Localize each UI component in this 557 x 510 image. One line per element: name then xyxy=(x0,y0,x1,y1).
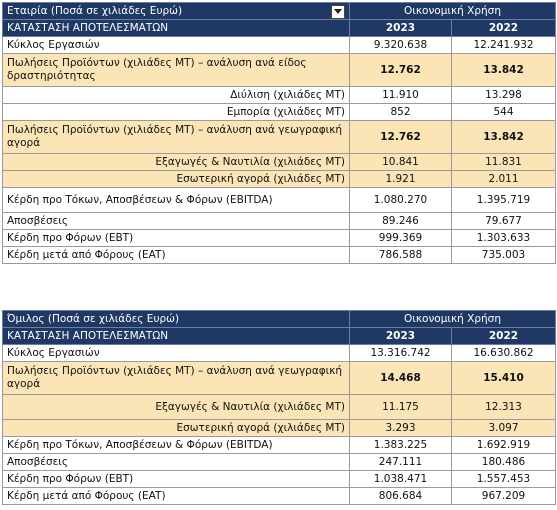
value-2023: 1.080.270 xyxy=(350,188,452,213)
value-2023: 247.111 xyxy=(350,454,452,471)
period-header: Οικονομική Χρήση xyxy=(350,3,556,20)
table-row xyxy=(3,471,556,488)
table-row xyxy=(3,154,556,171)
value-2023: 3.293 xyxy=(350,420,452,437)
value-2022: 12.241.932 xyxy=(452,37,556,54)
value-2022: 735.003 xyxy=(452,247,556,264)
value-2022: 11.831 xyxy=(452,154,556,171)
row-label: Πωλήσεις Προϊόντων (χιλιάδες ΜΤ) – ανάλυση ανά γεωγραφική αγορά xyxy=(3,362,350,395)
year-2023-header: 2023 xyxy=(350,20,452,37)
row-label: Κέρδη προ Τόκων, Αποσβέσεων & Φόρων (EBITDA) xyxy=(3,188,350,213)
row-label: Κύκλος Εργασιών xyxy=(3,37,350,54)
value-2023: 11.175 xyxy=(350,395,452,420)
section-header-row xyxy=(3,20,556,37)
table-header-row xyxy=(3,3,556,20)
value-2022: 13.298 xyxy=(452,87,556,104)
table-row xyxy=(3,488,556,505)
value-2023: 10.841 xyxy=(350,154,452,171)
row-label: Κέρδη μετά από Φόρους (EAT) xyxy=(3,488,350,505)
row-label: Εσωτερική αγορά (χιλιάδες ΜΤ) xyxy=(3,171,350,188)
value-2023: 89.246 xyxy=(350,213,452,230)
row-label: Πωλήσεις Προϊόντων (χιλιάδες ΜΤ) – ανάλυση ανά είδος δραστηριότητας xyxy=(3,54,350,87)
value-2022: 1.395.719 xyxy=(452,188,556,213)
row-label: Διύλιση (χιλιάδες ΜΤ) xyxy=(3,87,350,104)
value-2023: 1.383.225 xyxy=(350,437,452,454)
value-2022: 12.313 xyxy=(452,395,556,420)
table-row xyxy=(3,230,556,247)
company-results-table xyxy=(2,2,556,264)
table-row xyxy=(3,87,556,104)
table-row xyxy=(3,171,556,188)
table-row xyxy=(3,437,556,454)
row-label: Εξαγωγές & Ναυτιλία (χιλιάδες ΜΤ) xyxy=(3,154,350,171)
value-2023: 13.316.742 xyxy=(350,345,452,362)
row-label: Κύκλος Εργασιών xyxy=(3,345,350,362)
table-row xyxy=(3,362,556,395)
year-2022-header: 2022 xyxy=(452,328,556,345)
value-2022: 15.410 xyxy=(452,362,556,395)
value-2023: 786.588 xyxy=(350,247,452,264)
value-2022: 16.630.862 xyxy=(452,345,556,362)
table-row xyxy=(3,104,556,121)
year-2023-header: 2023 xyxy=(350,328,452,345)
row-label: Κέρδη προ Τόκων, Αποσβέσεων & Φόρων (EBITDA) xyxy=(3,437,350,454)
table-title-cell[interactable] xyxy=(3,3,350,20)
row-label: Εξαγωγές & Ναυτιλία (χιλιάδες ΜΤ) xyxy=(3,395,350,420)
section-header-row xyxy=(3,328,556,345)
value-2022: 1.557.453 xyxy=(452,471,556,488)
value-2023: 12.762 xyxy=(350,121,452,154)
row-label: Κέρδη προ Φόρων (EBT) xyxy=(3,471,350,488)
value-2022: 1.692.919 xyxy=(452,437,556,454)
table-title: Όμιλος (Ποσά σε χιλιάδες Ευρώ) xyxy=(3,311,350,328)
value-2023: 9.320.638 xyxy=(350,37,452,54)
table-header-row xyxy=(3,311,556,328)
value-2022: 1.303.633 xyxy=(452,230,556,247)
row-label: Πωλήσεις Προϊόντων (χιλιάδες ΜΤ) – ανάλυση ανά γεωγραφική αγορά xyxy=(3,121,350,154)
section-title: ΚΑΤΑΣΤΑΣΗ ΑΠΟΤΕΛΕΣΜΑΤΩΝ xyxy=(3,328,350,345)
value-2022: 2.011 xyxy=(452,171,556,188)
value-2022: 967.209 xyxy=(452,488,556,505)
period-header: Οικονομική Χρήση xyxy=(350,311,556,328)
table-row xyxy=(3,395,556,420)
table-row xyxy=(3,345,556,362)
table-row xyxy=(3,188,556,213)
table-row xyxy=(3,420,556,437)
table-row xyxy=(3,213,556,230)
value-2022: 13.842 xyxy=(452,121,556,154)
row-label: Κέρδη προ Φόρων (EBT) xyxy=(3,230,350,247)
row-label: Κέρδη μετά από Φόρους (EAT) xyxy=(3,247,350,264)
value-2023: 1.038.471 xyxy=(350,471,452,488)
table-row xyxy=(3,54,556,87)
table-row xyxy=(3,37,556,54)
table-title: Εταιρία (Ποσά σε χιλιάδες Ευρώ) xyxy=(7,4,183,17)
year-2022-header: 2022 xyxy=(452,20,556,37)
filter-dropdown-icon[interactable] xyxy=(331,5,345,19)
value-2022: 13.842 xyxy=(452,54,556,87)
row-label: Εσωτερική αγορά (χιλιάδες ΜΤ) xyxy=(3,420,350,437)
value-2022: 3.097 xyxy=(452,420,556,437)
value-2023: 11.910 xyxy=(350,87,452,104)
value-2022: 180.486 xyxy=(452,454,556,471)
value-2023: 852 xyxy=(350,104,452,121)
row-label: Αποσβέσεις xyxy=(3,213,350,230)
table-row xyxy=(3,454,556,471)
value-2022: 79.677 xyxy=(452,213,556,230)
value-2023: 1.921 xyxy=(350,171,452,188)
table-row xyxy=(3,247,556,264)
value-2023: 14.468 xyxy=(350,362,452,395)
row-label: Εμπορία (χιλιάδες ΜΤ) xyxy=(3,104,350,121)
group-results-table xyxy=(2,310,556,505)
value-2022: 544 xyxy=(452,104,556,121)
value-2023: 999.369 xyxy=(350,230,452,247)
section-title: ΚΑΤΑΣΤΑΣΗ ΑΠΟΤΕΛΕΣΜΑΤΩΝ xyxy=(3,20,350,37)
value-2023: 12.762 xyxy=(350,54,452,87)
table-row xyxy=(3,121,556,154)
row-label: Αποσβέσεις xyxy=(3,454,350,471)
value-2023: 806.684 xyxy=(350,488,452,505)
